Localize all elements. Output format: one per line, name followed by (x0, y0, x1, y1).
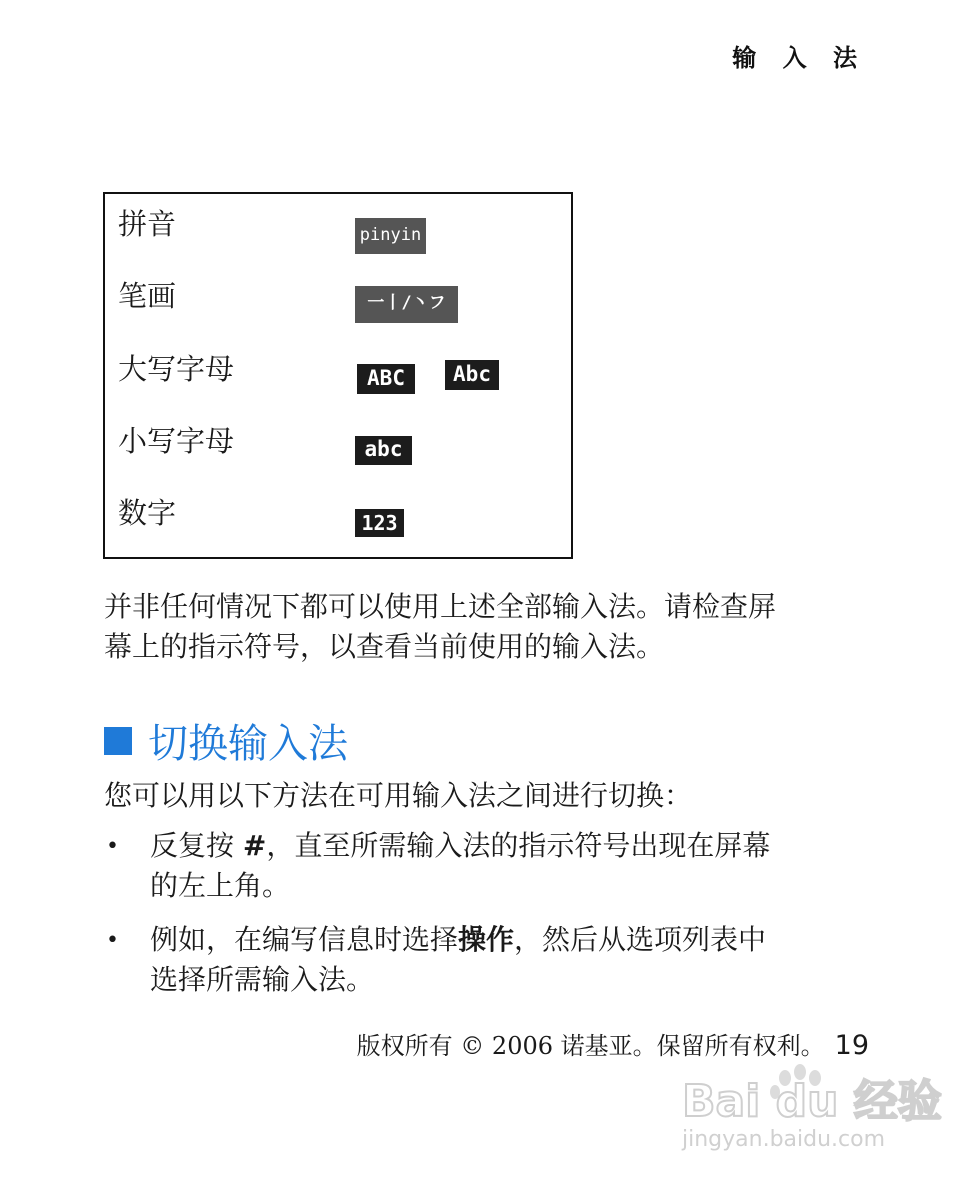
uppercase-indicator-icon: ABC (357, 364, 415, 394)
bullet-text: 选择所需输入法。 (150, 963, 375, 996)
lowercase-indicator-icon: abc (355, 436, 412, 465)
mode-label: 大写字母 (118, 352, 235, 386)
input-mode-table (103, 192, 573, 559)
mode-label: 小写字母 (118, 424, 235, 458)
bullet-text: 例如，在编写信息时选择 (150, 923, 459, 956)
copyright-text: 版权所有 © 2006 诺基亚。保留所有权利。 (356, 1032, 825, 1060)
running-header-title: 输 入 法 (732, 44, 866, 72)
baidu-jingyan-watermark-icon (680, 1058, 942, 1158)
section-lead: 您可以用以下方法在可用输入法之间进行切换： (104, 779, 693, 812)
hash-key-label: # (242, 829, 267, 862)
mode-row-lowercase (105, 419, 571, 479)
pinyin-indicator-icon: pinyin (355, 218, 426, 254)
bullet-text: 反复按 (150, 829, 243, 862)
watermark-logo-text: Bai du 经验 (682, 1076, 942, 1127)
list-item (150, 920, 880, 1000)
bullet-icon: • (106, 834, 119, 859)
mode-row-uppercase (105, 347, 571, 407)
watermark-url: jingyan.baidu.com (682, 1127, 886, 1152)
bullet-text: ，然后从选项列表中 (514, 923, 767, 956)
intro-line: 幕上的指示符号，以查看当前使用的输入法。 (104, 630, 665, 663)
mode-row-stroke (105, 274, 571, 334)
bullet-text: 的左上角。 (150, 869, 291, 902)
mode-label: 笔画 (118, 279, 177, 313)
list-item (150, 826, 880, 906)
sentence-case-indicator-icon: Abc (445, 360, 499, 390)
page-footer (357, 1026, 869, 1061)
intro-paragraph (104, 587, 884, 667)
page-number: 19 (834, 1030, 869, 1061)
mode-row-numeric (105, 491, 571, 551)
mode-row-pinyin (105, 202, 571, 262)
numeric-indicator-icon: 123 (355, 509, 404, 537)
intro-line: 并非任何情况下都可以使用上述全部输入法。请检查屏 (104, 590, 777, 623)
bullet-text: ，直至所需输入法的指示符号出现在屏幕 (266, 829, 771, 862)
section-heading (104, 712, 348, 769)
mode-label: 数字 (118, 496, 177, 530)
heading-square-icon (104, 727, 132, 755)
stroke-indicator-icon: 一丨/丶フ (355, 286, 458, 323)
section-heading-text: 切换输入法 (148, 721, 348, 767)
mode-label: 拼音 (118, 207, 177, 241)
bullet-icon: • (106, 928, 119, 953)
options-menu-label: 操作 (458, 923, 515, 956)
